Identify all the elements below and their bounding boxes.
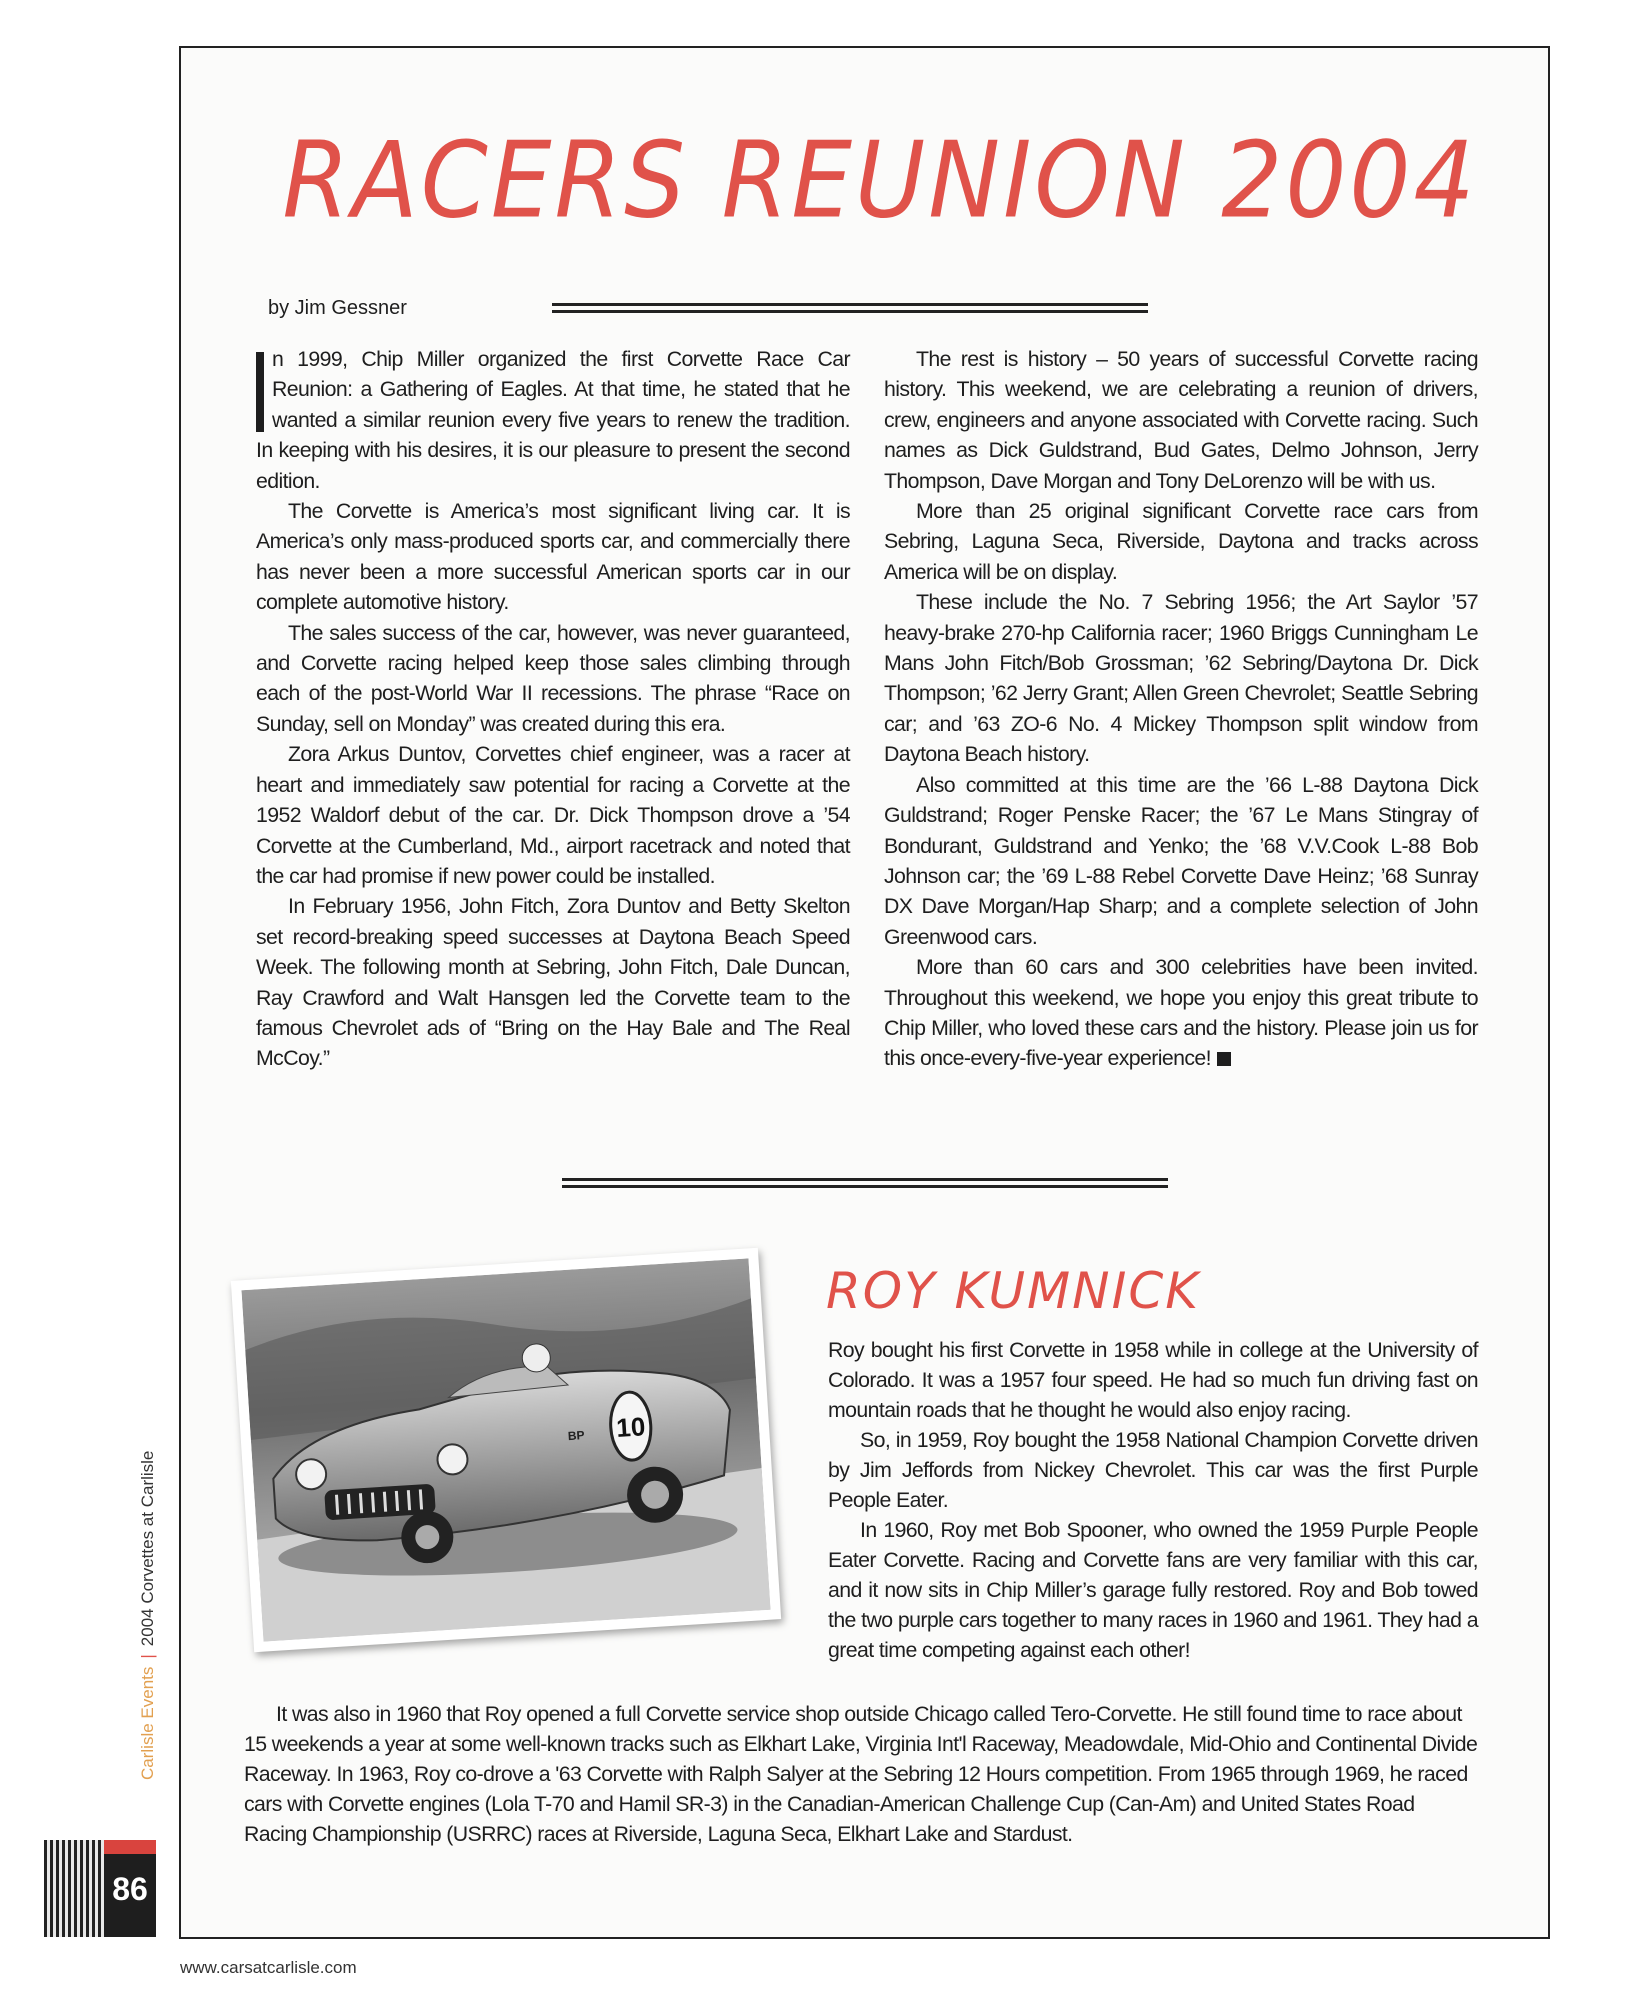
paragraph: More than 25 original significant Corvette race cars from Sebring, Laguna Seca, Riverside, Daytona and tracks across America will be on display.: [884, 499, 1478, 584]
running-footer: [138, 1451, 158, 1780]
race-car-photo: [231, 1248, 781, 1652]
page-number-block: [44, 1840, 156, 1937]
paragraph: In February 1956, John Fitch, Zora Duntov and Betty Skelton set record-breaking speed successes at Daytona Beach Speed Week. The following month at Sebring, John Fitch, Dale Duncan, Ray Crawford and Walt Hansgen led the Corvette team to the famous Chevrolet ads of “Bring on the Hay Bale and The Real McCoy.”: [256, 894, 850, 1071]
paragraph: n 1999, Chip Miller organized the first Corvette Race Car Reunion: a Gathering of Eagles. At that time, he stated that he wanted a similar reunion every five years to renew the tradition. In keeping with his desires, it is our pleasure to present the second edition.: [256, 347, 850, 493]
paragraph: These include the No. 7 Sebring 1956; the Art Saylor ’57 heavy-brake 270-hp California racer; 1960 Briggs Cunningham Le Mans John Fitch/Bob Grossman; ’62 Sebring/Daytona Dr. Dick Thompson; ’62 Jerry Grant; Allen Green Chevrolet; Seattle Sebring car; and ’63 ZO-6 No. 4 Mickey Thompson split window from Daytona Beach history.: [884, 590, 1478, 767]
paragraph: More than 60 cars and 300 celebrities have been invited. Throughout this weekend, we hope you enjoy this great tribute to Chip Miller, who loved these cars and the history. Please join us for this once-every-five-year experience!: [884, 955, 1478, 1071]
sidebar-column: [828, 1335, 1478, 1665]
page-number: 86: [104, 1854, 156, 1937]
publication-name: 2004 Corvettes at Carlisle: [138, 1450, 157, 1647]
race-car-illustration: [241, 1258, 770, 1641]
car-number: 10: [615, 1411, 647, 1443]
paragraph: So, in 1959, Roy bought the 1958 National Champion Corvette driven by Jim Jeffords from Nickey Chevrolet. This car was the first Purple People Eater.: [828, 1428, 1478, 1512]
paragraph: The rest is history – 50 years of successful Corvette racing history. This weekend, we are celebrating a reunion of drivers, crew, engineers and anyone associated with Corvette racing. Such names as Dick Guldstrand, Bud Gates, Delmo Johnson, Jerry Thompson, Dave Morgan and Tony DeLorenzo will be with us.: [884, 347, 1478, 493]
paragraph: The sales success of the car, however, was never guaranteed, and Corvette racing helped keep those sales climbing through each of the post-World War II recessions. The phrase “Race on Sunday, sell on Monday” was created during this era.: [256, 620, 850, 736]
decorative-stripes: [44, 1840, 104, 1937]
byline: by Jim Gessner: [268, 297, 407, 319]
sidebar-wide-text: [244, 1699, 1478, 1849]
sidebar-title: ROY KUMNICK: [826, 1262, 1201, 1320]
right-column: [884, 344, 1478, 1074]
left-column: [256, 344, 850, 1074]
section-name: Carlisle Events: [138, 1666, 157, 1780]
drop-cap: [256, 352, 264, 432]
paragraph: Zora Arkus Duntov, Corvettes chief engineer, was a racer at heart and immediately saw potential for racing a Corvette at the 1952 Waldorf debut of the car. Dr. Dick Thompson drove a ’54 Corvette at the Cumberland, Md., airport racetrack and noted that the car had promise if new power could be installed.: [256, 742, 850, 888]
accent-bar: [104, 1840, 156, 1854]
paragraph: In 1960, Roy met Bob Spooner, who owned the 1959 Purple People Eater Corvette. Racing and Corvette fans are very familiar with this car, and it now sits in Chip Miller’s garage fully restored. Roy and Bob towed the two purple cars together to many races in 1960 and 1961. They had a great time competing against each other!: [828, 1518, 1478, 1662]
section-rule: [562, 1178, 1168, 1188]
website-url: www.carsatcarlisle.com: [180, 1958, 357, 1977]
car-decal: BP: [567, 1428, 585, 1444]
end-mark-icon: [1217, 1052, 1231, 1066]
byline-rule: [552, 303, 1148, 313]
paragraph: It was also in 1960 that Roy opened a full Corvette service shop outside Chicago called Tero-Corvette. He still found time to race about 15 weekends a year at some well-known tracks such as Elkhart Lake, Virginia Int'l Raceway, Meadowdale, Mid-Ohio and Continental Divide Raceway. In 1963, Roy co-drove a '63 Corvette with Ralph Salyer at the Sebring 12 Hours competition. From 1965 through 1969, he raced cars with Corvette engines (Lola T-70 and Hamil SR-3) in the Canadian-American Challenge Cup (Can-Am) and United States Road Racing Championship (USRRC) races at Riverside, Laguna Seca, Elkhart Lake and Stardust.: [244, 1702, 1478, 1846]
paragraph: Roy bought his first Corvette in 1958 while in college at the University of Colorado. It was a 1957 four speed. He had so much fun driving fast on mountain roads that he thought he would also enjoy racing.: [828, 1338, 1478, 1422]
paragraph: Also committed at this time are the ’66 L-88 Daytona Dick Guldstrand; Roger Penske Racer; the ’67 Le Mans Stingray of Bondurant, Guldstrand and Yenko; the ’68 V.V.Cook L-88 Bob Johnson car; the ’69 L-88 Rebel Corvette Dave Heinz; ’68 Sunray DX Dave Morgan/Hap Sharp; and a complete selection of John Greenwood cars.: [884, 772, 1478, 949]
paragraph: The Corvette is America’s most significant living car. It is America’s only mass-produced sports car, and commercially there has never been a more successful American sports car in our complete automotive history.: [256, 499, 850, 615]
footer-separator: |: [138, 1654, 157, 1659]
article-title: RACERS REUNION 2004: [282, 118, 1478, 242]
